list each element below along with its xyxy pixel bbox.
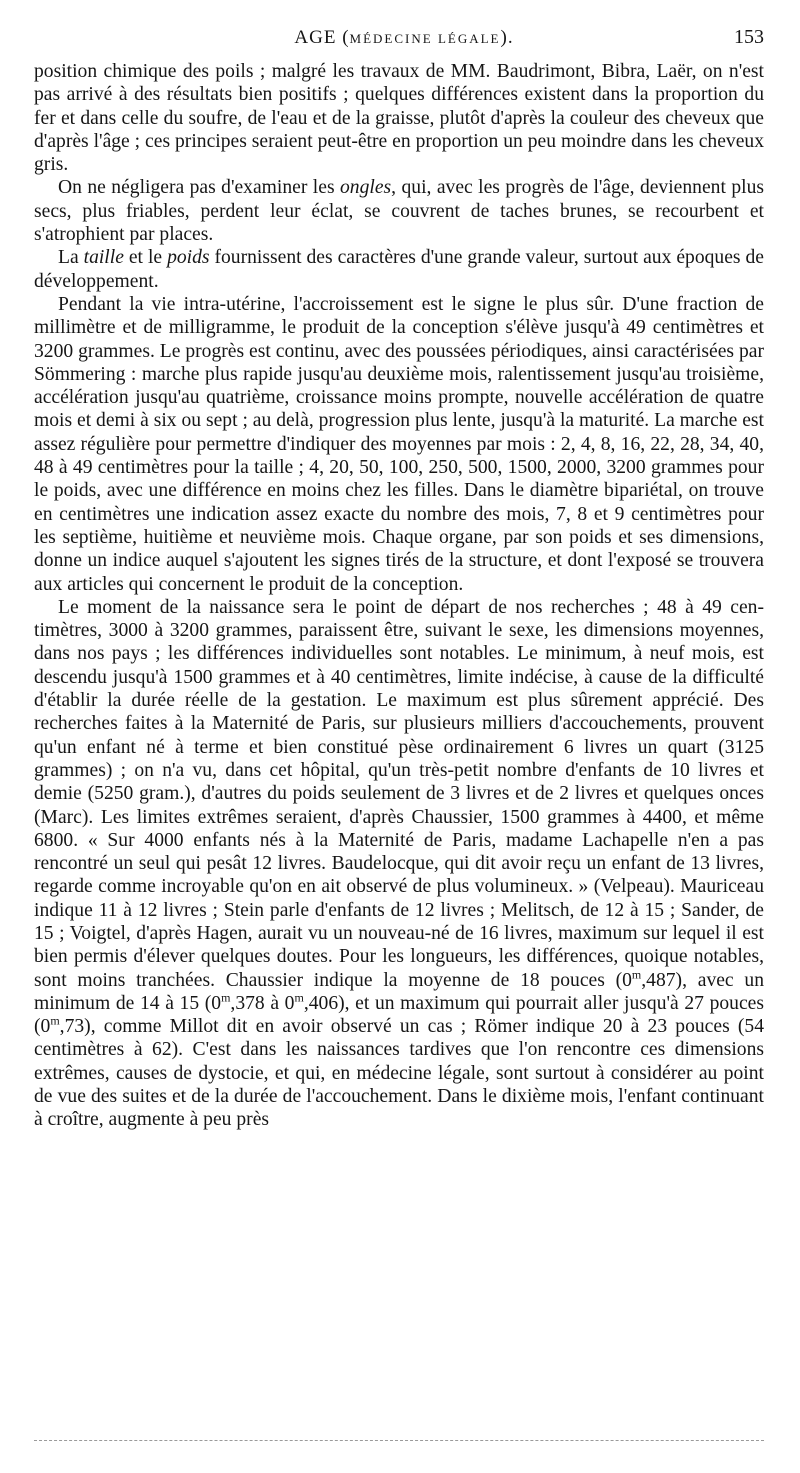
text-run: Le moment de la naissance sera le point de départ de nos recherches ; 48 à 49 centimètres, 3000 à 3200 grammes, paraissent être, suivant le sexe, les dimensions moyennes, dans nos pays ; les différences individuelles sont notables. Le minimum, à neuf mois, est descendu jusqu'à 1500 grammes et à 40 centimètres, limite indécise, à cause de la difficulté d'établir la durée réelle de la gestation. Le maximum est plus sûrement apprécié. Des recherches faites à la Maternité de Paris, sur plusieurs milliers d'accouchements, prouvent qu'un enfant né à terme et bien constitué pèse ordinairement 6 livres un quart (3125 grammes) ; on n'a vu, dans cet hôpital, qu'un très-petit nombre d'enfants de 10 livres et demie (5250 gram.), d'autres du poids seulement de 3 livres et de 2 livres et quelques onces (Marc). Les limites extrêmes seraient, d'après Chaussier, 1500 grammes à 4400, et même 6800. « Sur 4000 enfants nés à la Maternité de Paris, madame Lachapelle n'en a pas rencontré un seul qui pesât 12 livres. Baudelocque, qui dit avoir reçu un enfant de 13 livres, regarde comme incroyable qu'on en ait observé de plus volumineux. » (Velpeau). Mauriceau indique 11 à 12 livres ; Stein parle d'enfants de 12 livres ; Melitsch, de 12 à 15 ; Sander, de 15 ; Voigtel, d'après Hagen, aurait vu un nouveau-né de 16 livres, maximum sur lequel il est bien permis d'élever quelques doutes. Pour les longueurs, les différences, quoique notables, sont moins tranchées. Chaussier indique la moyenne de 18 pouces (0: [34, 596, 764, 991]
paragraph: [34, 60, 764, 176]
text-run: Pendant la vie intra-utérine, l'accroissement est le signe le plus sûr. D'une fraction de millimètre et de milligramme, le produit de la conception s'élève jusqu'à 49 centimètres et 3200 grammes. Le progrès est continu, avec des poussées périodiques, ainsi caractérisées par Sömmering : marche plus rapide jusqu'au deuxième mois, ralentissement jusqu'au troisième, accélération jusqu'au quatrième, croissance moins prompte, nouvelle accélération de quatre mois et demi à six ou sept ; au delà, progression plus lente, jusqu'à la maturité. La marche est assez régulière pour permettre d'indiquer des moyennes par mois : 2, 4, 8, 16, 22, 28, 34, 40, 48 à 49 centimètres pour la taille ; 4, 20, 50, 100, 250, 500, 1500, 2000, 3200 grammes pour le poids, avec une différence en moins chez les filles. Dans le diamètre bipariétal, on trouve en centimètres une indication assez exacte du nombre des mois, 7, 8 et 9 centimètres pour les septième, huitième et neuvième mois. Chaque organe, par son poids et ses dimensions, donne un indice auquel s'ajoutent les signes tirés de la structure, et dont l'exposé se trouvera aux articles qui concernent le produit de la conception.: [34, 293, 764, 595]
body-text: [34, 60, 764, 1132]
text-run: position chimique des poils ; malgré les travaux de MM. Baudrimont, Bibra, Laër, on n'est pas arrivé à des résultats bien positifs ; quelques différences existent dans la proportion du fer et dans celle du soufre, de l'eau et de la graisse, plutôt d'après la couleur des cheveux que d'après l'âge ; ces principes seraient peut-être en proportion un peu moindre dans les cheveux gris.: [34, 61, 764, 176]
italic-term: ongles: [340, 177, 392, 199]
text-run: ,487), avec un minimum de 14 à 15 (0: [34, 969, 764, 1014]
text-run: ,378 à 0: [230, 992, 295, 1014]
text-run: et le: [123, 247, 168, 269]
italic-term: taille: [83, 247, 124, 269]
text-run: La: [58, 247, 84, 269]
superscript-unit: m: [294, 990, 304, 1005]
paragraph: [34, 596, 764, 1132]
text-run: ,73), comme Millot dit en avoir observé un cas ; Römer indique 20 à 23 pouces (54 centimètres à 62). C'est dans les naissances tardives que l'on rencontre ces dimensions extrêmes, causes de dystocie, et qui, en médecine légale, sont surtout à considérer au point de vue des suites et de la durée de l'accouchement. Dans le dixième mois, l'enfant continuant à croître, augmente à peu près: [34, 1016, 764, 1131]
paragraph: [34, 176, 764, 246]
text-run: , qui, avec les progrès de l'âge, deviennent plus secs, plus friables, perdent leur éclat, se couvrent de taches brunes, se recourbent et s'atrophient par places.: [34, 177, 764, 246]
paragraph: [34, 246, 764, 293]
footer-rule: [34, 1440, 764, 1441]
page-number: 153: [733, 26, 764, 48]
superscript-unit: m: [50, 1013, 60, 1028]
superscript-unit: m: [221, 990, 231, 1005]
page-header: [34, 26, 764, 60]
text-run: fournissent des caractères d'une grande valeur, surtout aux époques de développement.: [34, 247, 764, 292]
paragraph: [34, 293, 764, 596]
superscript-unit: m: [631, 967, 642, 982]
text-run: ,406), et un maximum qui pourrait aller jusqu'à 27 pouces (0: [34, 992, 764, 1038]
text-run: On ne négligera pas d'examiner les: [58, 177, 340, 199]
italic-term: poids: [167, 247, 210, 269]
running-title: AGE (MÉDECINE LÉGALE).: [294, 27, 514, 48]
